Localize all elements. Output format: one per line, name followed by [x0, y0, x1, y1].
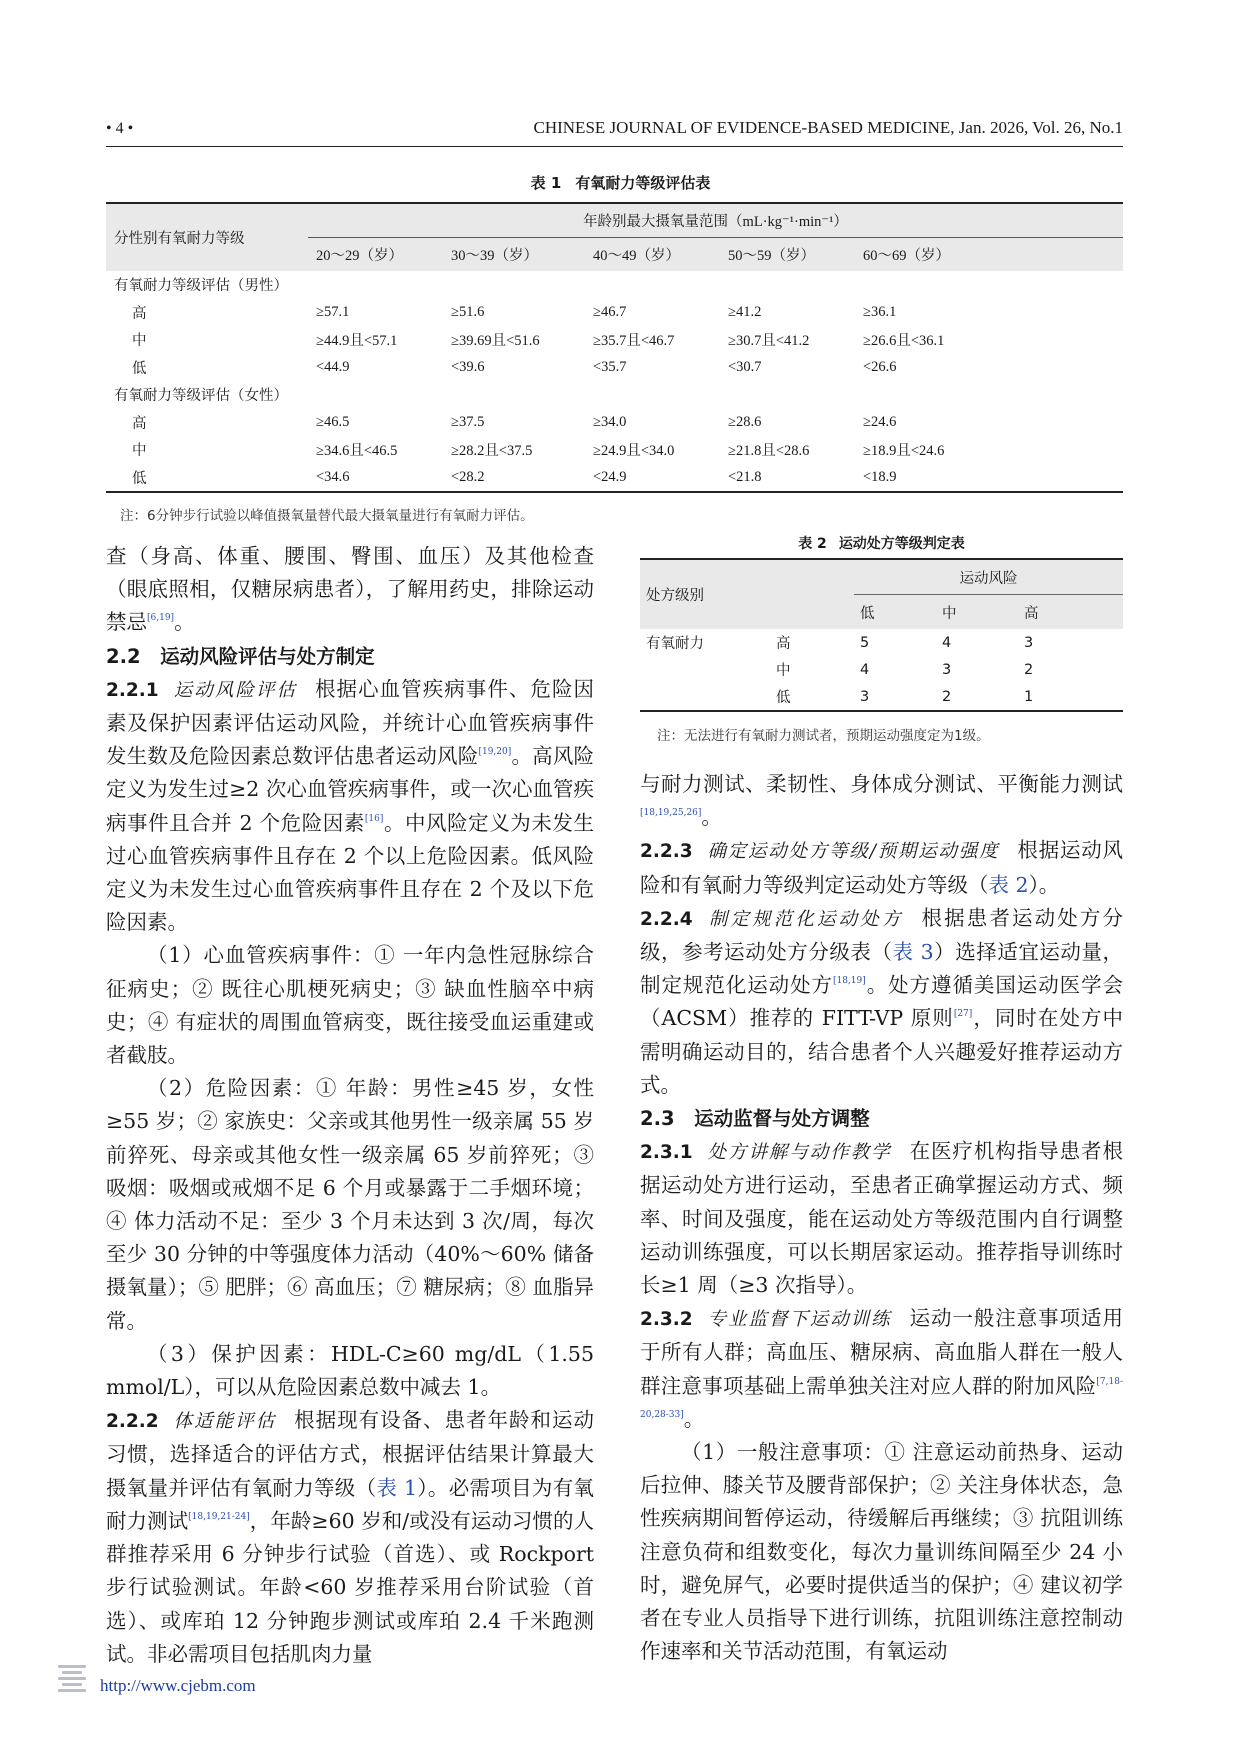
table-cell: ≥34.0 — [593, 413, 627, 430]
citation[interactable]: [18,19,25,26] — [640, 808, 702, 819]
table-cell: 2 — [1024, 661, 1034, 678]
paragraph — [106, 1404, 594, 1671]
table2-level: 中 — [776, 663, 791, 679]
table1-col-header: 20～29（岁） — [308, 238, 443, 272]
table1-section-label: 有氧耐力等级评估（女性） — [114, 388, 288, 405]
paragraph — [640, 834, 1123, 901]
table1-row-header: 分性别有氧耐力等级 — [106, 203, 308, 271]
paragraph-text: 。处方遵循美国运动医学会（ACSM）推荐的 FITT-VP 原则 — [640, 973, 1124, 1031]
paragraph-text: 查（身高、体重、腰围、臀围、血压）及其他检查（眼底照相，仅糖尿病患者），了解用药史，排除运动禁忌 — [106, 544, 594, 635]
table1-section-row — [106, 271, 1123, 299]
table-cell: 2 — [936, 683, 1018, 711]
table2-caption-number: 表 2 — [798, 536, 827, 552]
paragraph: （3）保护因素：HDL-C≥60 mg/dL（1.55 mmol/L），可以从危险因素总数中减去 1。 — [106, 1341, 594, 1400]
subheading-text: 制定规范化运动处方 — [706, 908, 904, 930]
table-cell: ≥41.2 — [728, 303, 762, 320]
paragraph-text: ，同时在处方中需明确运动目的，结合患者个人兴趣爱好推荐运动方式。 — [640, 1006, 1124, 1097]
journal-header: CHINESE JOURNAL OF EVIDENCE-BASED MEDICINE, Jan. 2026, Vol. 26, No.1 — [533, 118, 1123, 137]
citation[interactable]: [6,19] — [147, 613, 175, 624]
right-column — [640, 768, 1123, 1668]
table-cell: ≥57.1 — [316, 303, 350, 320]
heading-text: 运动监督与处方调整 — [694, 1107, 870, 1131]
table2-note: 注：无法进行有氧耐力测试者，预期运动强度定为1级。 — [657, 728, 990, 744]
table-reference-link[interactable]: 表 3 — [892, 940, 934, 965]
table1-col-header: 60～69（岁） — [855, 238, 1123, 272]
subheading-text: 确定运动处方等级/预期运动强度 — [706, 841, 1000, 863]
section-heading — [640, 1102, 1123, 1135]
table-cell: <28.2 — [443, 464, 585, 493]
table-cell: <30.7 — [728, 358, 762, 375]
paragraph-text: ）。 — [1028, 872, 1060, 897]
table2-level: 高 — [776, 636, 791, 652]
table2-col-header: 中 — [936, 595, 1018, 630]
citation[interactable]: [16] — [364, 813, 384, 824]
paragraph-text: 。中风险定义为未发生过心血管疾病事件且存在 2 个以上危险因素。低风险定义为未发生过心血管疾病事件且存在 2 个及以下危险因素。 — [106, 810, 594, 935]
table-cell: ≥39.69且<51.6 — [451, 333, 540, 350]
heading-text: 运动风险评估与处方制定 — [160, 644, 375, 668]
subheading-number: 2.2.3 — [640, 841, 693, 863]
table1-level: 中 — [132, 443, 147, 460]
section-heading — [106, 640, 594, 673]
citation[interactable]: [19,20] — [478, 747, 512, 758]
paragraph-text: 根据心血管疾病事件、危险因素及保护因素评估运动风险，并统计心血管疾病事件发生数及危险因素总数评估患者运动风险 — [106, 676, 594, 769]
table2-level: 低 — [770, 683, 854, 711]
table1-level: 中 — [132, 333, 147, 350]
table-cell: 4 — [942, 634, 952, 651]
table1-col-header: 40～49（岁） — [585, 238, 720, 272]
table-reference-link[interactable]: 表 2 — [988, 872, 1029, 897]
subheading-number: 2.3.1 — [640, 1142, 693, 1164]
paragraph-text: ）选择适宜运动量，制定规范化运动处方 — [640, 940, 1124, 998]
table-cell: <21.8 — [720, 464, 855, 493]
table-cell: ≥24.9且<34.0 — [593, 443, 675, 460]
paragraph: 查（身高、体重、腰围、臀围、血压）及其他检查（眼底照相，仅糖尿病患者），了解用药史，排除运动禁忌[6,19]。 — [106, 544, 594, 635]
citation[interactable]: [27] — [953, 1009, 973, 1020]
table1-level: 高 — [132, 305, 147, 322]
table2-caption — [640, 533, 1123, 553]
table-cell: 5 — [860, 634, 870, 651]
subheading-text: 专业监督下运动训练 — [706, 1309, 892, 1331]
table-cell: ≥44.9且<57.1 — [316, 333, 398, 350]
table-cell: ≥46.7 — [593, 303, 627, 320]
paragraph-text: 根据运动风险和有氧耐力等级判定运动处方等级（ — [640, 838, 1124, 897]
table-cell: <35.7 — [593, 358, 627, 375]
paragraph — [106, 673, 594, 940]
table-cell: ≥30.7且<41.2 — [728, 333, 810, 350]
page-number: • 4 • — [106, 120, 134, 137]
subheading-number: 2.2.1 — [106, 679, 159, 701]
paragraph — [640, 1135, 1123, 1302]
table2-caption-text: 运动处方等级判定表 — [838, 536, 965, 552]
paragraph-text: ）。必需项目为有氧耐力测试 — [106, 1475, 595, 1533]
heading-number: 2.3 — [640, 1107, 675, 1131]
paragraph-text: 在医疗机构指导患者根据运动处方进行运动，至患者正确掌握运动方式、频率、时间及强度，能在运动处方等级范围内自行调整运动训练强度，可以长期居家运动。推荐指导训练时长≥1 周（≥3 次指导）。 — [640, 1139, 1123, 1298]
table-cell: ≥28.2且<37.5 — [451, 443, 533, 460]
table-row — [106, 326, 1123, 354]
table-cell: ≥46.5 — [316, 413, 350, 430]
table1 — [106, 202, 1123, 493]
paragraph — [640, 1302, 1123, 1436]
table-cell: ≥21.8且<28.6 — [728, 443, 810, 460]
table-cell: ≥34.6且<46.5 — [316, 443, 398, 460]
table-row — [106, 464, 1123, 493]
table-cell: 4 — [860, 661, 870, 678]
table-cell: ≥28.6 — [728, 413, 762, 430]
citation[interactable]: [7,18-20,28-33] — [640, 1376, 1123, 1420]
paragraph: （2）危险因素：① 年龄：男性≥45 岁，女性≥55 岁；② 家族史：父亲或其他男性一级亲属 55 岁前猝死、母亲或其他女性一级亲属 65 岁前猝死；③ 吸烟：吸烟或戒烟不足 6 个月或暴露于二手烟环境；④ 体力活动不足：至少 3 个月未达到 3 次/周，每次至少 30 分钟的中等强度体力活动（40%～60% 储备摄氧量）；⑤ 肥胖；⑥ 高血压；⑦ 糖尿病；⑧ 血脂异常。 — [106, 1076, 594, 1333]
table-cell: <34.6 — [308, 464, 443, 493]
paragraph-text: 。 — [683, 1406, 705, 1431]
table2 — [640, 558, 1123, 712]
left-column — [106, 540, 594, 1671]
subheading-text: 处方讲解与动作教学 — [706, 1142, 892, 1164]
table1-level: 高 — [132, 415, 147, 432]
website-link[interactable]: http://www.cjebm.com — [100, 1676, 256, 1695]
table-cell: 3 — [1024, 634, 1034, 651]
table-cell: <18.9 — [855, 464, 1123, 493]
table-row — [106, 409, 1123, 437]
paragraph — [640, 902, 1123, 1102]
paragraph-text: ，年龄≥60 岁和/或没有运动习惯的人群推荐采用 6 分钟步行试验（首选）、或 Rockport 步行试验测试。年龄<60 岁推荐采用台阶试验（首选）、或库珀 12 分钟跑步测试或库珀 2.4 千米跑测试。非必需项目包括肌肉力量 — [106, 1508, 595, 1666]
table1-group-header: 年龄别最大摄氧量范围（mL·kg⁻¹·min⁻¹） — [308, 203, 1123, 238]
table-cell: 3 — [942, 661, 952, 678]
table-cell: <26.6 — [863, 358, 897, 375]
table2-group-header: 运动风险 — [854, 559, 1123, 595]
subheading-number: 2.3.2 — [640, 1309, 693, 1331]
paragraph-text: 与耐力测试、柔韧性、身体成分测试、平衡能力测试 — [640, 772, 1123, 796]
table-row — [640, 629, 1123, 656]
table1-col-header: 30～39（岁） — [443, 238, 585, 272]
citation[interactable]: [18,19,21-24] — [188, 1511, 250, 1522]
table-cell: <24.9 — [585, 464, 720, 493]
table-row — [640, 656, 1123, 683]
paragraph-text: 根据现有设备、患者年龄和运动习惯，选择适合的评估方式，根据评估结果计算最大摄氧量并评估有氧耐力等级（ — [106, 1408, 594, 1500]
table-cell: ≥37.5 — [451, 413, 485, 430]
table1-section-label: 有氧耐力等级评估（男性） — [114, 278, 288, 295]
subheading-text: 运动风险评估 — [172, 679, 297, 701]
subheading-number: 2.2.4 — [640, 908, 693, 930]
paragraph-text: 。高风险定义为发生过≥2 次心血管疾病事件，或一次心血管疾病事件且合并 2 个危险因素 — [106, 744, 595, 835]
paragraph-text: 运动一般注意事项适用于所有人群；高血压、糖尿病、高血脂人群在一般人群注意事项基础上需单独关注对应人群的附加风险 — [640, 1306, 1123, 1398]
table-cell: 3 — [854, 683, 936, 711]
paragraph: （1）心血管疾病事件：① 一年内急性冠脉综合征病史；② 既往心肌梗死病史；③ 缺血性脑卒中病史；④ 有症状的周围血管病变，既往接受血运重建或者截肢。 — [106, 943, 594, 1068]
table1-section-row — [106, 381, 1123, 409]
footer — [60, 1676, 256, 1696]
table-row — [640, 683, 1123, 711]
subheading-text: 体适能评估 — [172, 1411, 277, 1433]
header-rule — [106, 146, 1123, 147]
citation[interactable]: [18,19] — [832, 976, 866, 987]
table-cell: ≥51.6 — [451, 303, 485, 320]
table1-caption — [0, 172, 1241, 193]
paragraph-text: 根据患者运动处方分级，参考运动处方分级表（ — [640, 905, 1123, 965]
heading-number: 2.2 — [106, 644, 141, 668]
table1-caption-text: 有氧耐力等级评估表 — [575, 174, 711, 192]
subheading-number: 2.2.2 — [106, 1411, 159, 1433]
table-cell: ≥35.7且<46.7 — [593, 333, 675, 350]
table1-level: 低 — [106, 464, 308, 493]
table-reference-link[interactable]: 表 1 — [376, 1475, 418, 1500]
table-cell: ≥18.9且<24.6 — [863, 443, 945, 460]
table-row — [106, 436, 1123, 464]
table-cell: 1 — [1018, 683, 1123, 711]
table1-col-header: 50～59（岁） — [720, 238, 855, 272]
table-row — [106, 354, 1123, 382]
table-cell: <44.9 — [316, 358, 350, 375]
paragraph: （1）一般注意事项：① 注意运动前热身、运动后拉伸、膝关节及腰背部保护；② 关注身体状态，急性疾病期间暂停运动，待缓解后再继续；③ 抗阻训练注意负荷和组数变化，每次力量训练间隔至少 24 小时，避免屏气，必要时提供适当的保护；④ 建议初学者在专业人员指导下进行训练，抗阻训练注意控制动作速率和关节活动范围，有氧运动 — [640, 1440, 1123, 1664]
table-cell: ≥24.6 — [863, 413, 897, 430]
table2-row-group: 有氧耐力 — [646, 636, 704, 652]
table1-caption-number: 表 1 — [530, 174, 562, 192]
table1-level: 低 — [132, 360, 147, 377]
table2-col-header: 高 — [1018, 595, 1123, 630]
table-cell: ≥36.1 — [863, 303, 897, 320]
table1-note: 注：6分钟步行试验以峰值摄氧量替代最大摄氧量进行有氧耐力评估。 — [120, 508, 534, 524]
table2-col-header: 低 — [854, 595, 936, 630]
paragraph: 与耐力测试、柔韧性、身体成分测试、平衡能力测试[18,19,25,26]。 — [640, 772, 1123, 830]
table-cell: <39.6 — [451, 358, 485, 375]
table2-row-header: 处方级别 — [640, 559, 854, 629]
table-cell: ≥26.6且<36.1 — [863, 333, 945, 350]
table-row — [106, 299, 1123, 327]
